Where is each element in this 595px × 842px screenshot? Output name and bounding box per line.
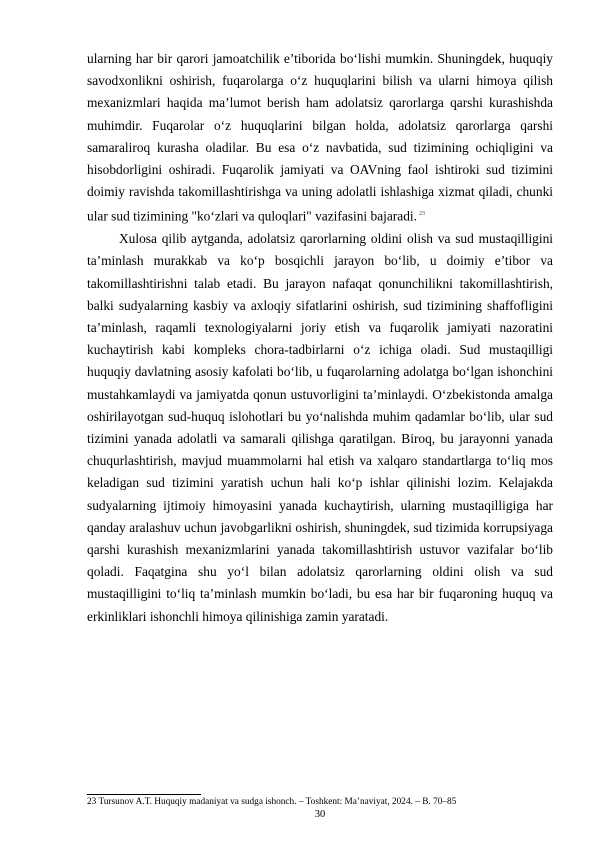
paragraph-2 — [87, 228, 553, 628]
paragraph-1 — [87, 48, 553, 228]
page-number: 30 — [314, 809, 326, 820]
footnote-23: 23 Tursunov A.T. Huquqiy madaniyat va sudga ishonch. – Toshkent: Ma’naviyat, 2024. – B. 70–85 — [87, 797, 457, 807]
body-text — [87, 48, 553, 628]
paragraph-1-text: ularning har bir qarori jamoatchilik e’tiborida bo‘lishi mumkin. Shuningdek, huquqiy savodxonlikni oshirish, fuqarolarga o‘z huquqlarini bilish va ularni himoya qilish mexanizmlari haqida ma’lumot berish ham adolatsiz qarorlarga qarshi kurashishda muhimdir. Fuqarolar o‘z huquqlarini bilgan holda, adolatsiz qarorlarga qarshi samaraliroq kurasha oladilar. Bu esa o‘z navbatida, sud tizimining ochiqligini va hisobdorligini oshiradi. Fuqarolik jamiyati va OAVning faol ishtiroki sud tizimini doimiy ravishda takomillashtirishga va uning adolatli ishlashiga xizmat qiladi, chunki ular sud tizimining "ko‘zlari va quloqlari" vazifasini bajaradi. — [87, 51, 553, 224]
footnote-reference[interactable]: 23 — [418, 211, 425, 218]
footnote-separator — [87, 794, 201, 795]
paragraph-2-text: Xulosa qilib aytganda, adolatsiz qarorlarning oldini olish va sud mustaqilligini ta’minlash murakkab va ko‘p bosqichli jarayon bo‘lib, u doimiy e’tibor va takomillashtirishni talab etadi. Bu jarayon nafaqat qonunchilikni takomillashtirish, balki sudyalarning kasbiy va axloqiy sifatlarini oshirish, sud tizimining shaffofligini ta’minlash, raqamli texnologiyalarni joriy etish va fuqarolik jamiyati nazoratini kuchaytirish kabi kompleks chora-tadbirlarni o‘z ichiga oladi. Sud mustaqilligi huquqiy davlatning asosiy kafolati bo‘lib, u fuqarolarning adolatga bo‘lgan ishonchini mustahkamlaydi va jamiyatda qonun ustuvorligini ta’minlaydi. O‘zbekistonda amalga oshirilayotgan sud-huquq islohotlari bu yo‘nalishda muhim qadamlar bo‘lib, ular sud tizimini yanada adolatli va samarali qilishga qaratilgan. Biroq, bu jarayonni yanada chuqurlashtirish, mavjud muammolarni hal etish va xalqaro standartlarga to‘liq mos keladigan sud tizimini yaratish uchun hali ko‘p ishlar qilinishi lozim. Kelajakda sudyalarning ijtimoiy himoyasini yanada kuchaytirish, ularning mustaqilligiga har qanday aralashuv uchun javobgarlikni oshirish, shuningdek, sud tizimida korrupsiyaga qarshi kurashish mexanizmlarini yanada takomillashtirish ustuvor vazifalar bo‘lib qoladi. Faqatgina shu yo‘l bilan adolatsiz qarorlarning oldini olish va sud mustaqilligini to‘liq ta’minlash mumkin bo‘ladi, bu esa har bir fuqaroning huquq va erkinliklari ishonchli himoya qilinishiga zamin yaratadi. — [87, 231, 553, 624]
